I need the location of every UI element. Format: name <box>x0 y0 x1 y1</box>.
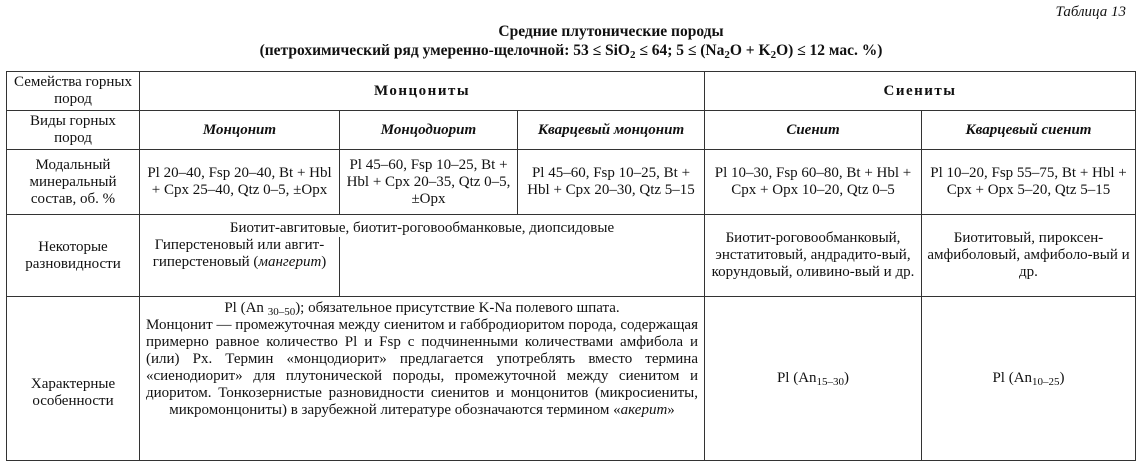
modal-quartz-monzonite: Pl 45–60, Fsp 10–25, Bt + Hbl + Cpx 20–30, Qtz 5–15 <box>518 150 705 215</box>
title-line-2: (петрохимический ряд умеренно-щелочной: 53 ≤ SiO$_2$ ≤ 64; $5 \le (Na_2O + K_2O) \le 12$ мас. %) <box>259 42 883 61</box>
varieties-syenite: Биотит-роговообманковый, энстатитовый, андрадито-вый, корундовый, оливино-вый и др. <box>705 215 922 297</box>
kind-quartz-monzonite: Кварцевый монцонит <box>518 111 705 150</box>
table-title <box>0 22 1142 60</box>
modal-quartz-syenite: Pl 10–20, Fsp 55–75, Bt + Hbl + Cpx + Opx 5–20, Qtz 5–15 <box>922 150 1136 215</box>
features-quartz-syenite: Pl $(An_{10-25})$ <box>922 297 1136 461</box>
row-modal <box>7 150 1136 215</box>
table-number: Таблица 13 <box>1055 4 1126 20</box>
kind-monzodiorite: Монцодиорит <box>340 111 518 150</box>
title-line-1: Средние плутонические породы <box>498 23 724 40</box>
family-monzonites: Монцониты <box>140 72 705 111</box>
features-monzonites <box>140 297 705 461</box>
features-monzonites-p2: Монцонит — промежуточная между сиенитом и габбродиоритом порода, содержащая примерно равное количество Pl и Fsp с подчиненными количествами амфибола и (или) Px. Термин «монцодиорит» предлагается употреблять вместо термина «сиенодиорит» для плутонической породы, промежуточной между сиенитом и диоритом. Тонкозернистые разновидности сиенитов и монцонитов (микросиениты, микромонцониты) в зарубежной литературе обозначаются термином «акерит» <box>146 317 698 418</box>
row-varieties-a <box>7 215 1136 237</box>
label-modal: Модальный минеральный состав, об. % <box>7 150 140 215</box>
features-syenite: Pl $(An_{15-30})$ <box>705 297 922 461</box>
modal-monzodiorite: Pl 45–60, Fsp 10–25, Bt + Hbl + Cpx 20–35, Qtz 0–5, ±Opx <box>340 150 518 215</box>
row-kinds <box>7 111 1136 150</box>
varieties-quartz-syenite: Биотитовый, пироксен-амфиболовый, амфиболо-вый и др. <box>922 215 1136 297</box>
row-features <box>7 297 1136 461</box>
label-features: Характерные особенности <box>7 297 140 461</box>
row-families <box>7 72 1136 111</box>
modal-monzonite: Pl 20–40, Fsp 20–40, Bt + Hbl + Cpx 25–40, Qtz 0–5, ±Opx <box>140 150 340 215</box>
varieties-empty <box>340 237 705 297</box>
kind-quartz-syenite: Кварцевый сиенит <box>922 111 1136 150</box>
varieties-monzonite: Гиперстеновый или авгит-гиперстеновый (мангерит) <box>140 237 340 297</box>
label-kinds: Виды горных пород <box>7 111 140 150</box>
kind-syenite: Сиенит <box>705 111 922 150</box>
label-varieties: Некоторые разновидности <box>7 215 140 297</box>
rock-table <box>6 71 1136 461</box>
varieties-monzonites-common: Биотит-авгитовые, биотит-роговообманковые, диопсидовые <box>140 215 705 237</box>
label-families: Семейства горных пород <box>7 72 140 111</box>
features-monzonites-p1: Pl (An $_{30-50}$); обязательное присутствие K-Na полевого шпата. <box>224 300 620 318</box>
family-syenites: Сиениты <box>705 72 1136 111</box>
kind-monzonite: Монцонит <box>140 111 340 150</box>
modal-syenite: Pl 10–30, Fsp 60–80, Bt + Hbl + Cpx + Opx 10–20, Qtz 0–5 <box>705 150 922 215</box>
